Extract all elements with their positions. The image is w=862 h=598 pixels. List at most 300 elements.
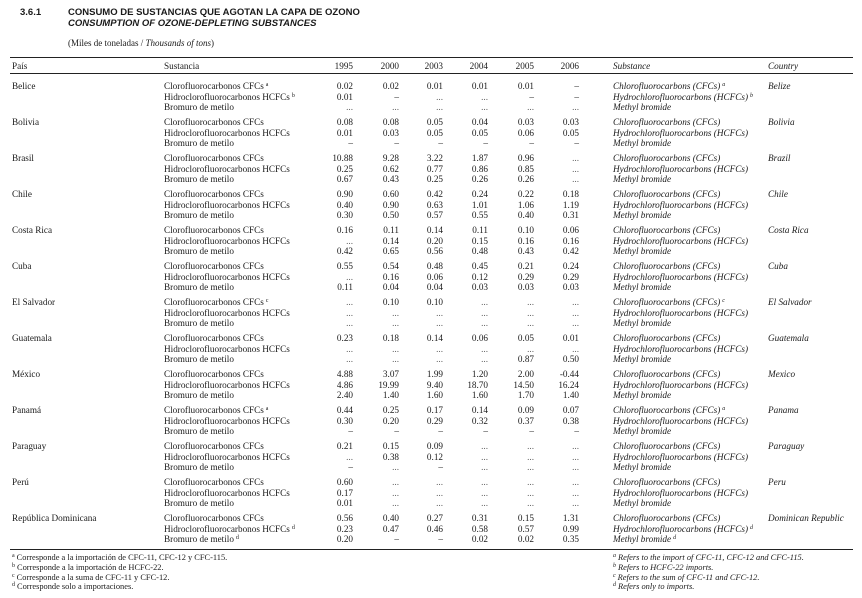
footnote-mark: d (750, 524, 753, 531)
value-cell: 0.40 (382, 513, 399, 523)
value-cell: ... (481, 297, 488, 307)
col-header-year: 2003 (424, 61, 443, 71)
value-cell: 0.22 (517, 189, 534, 199)
table-row (0, 390, 862, 401)
substance-es: Clorofluorocarbonos CFCs $^c$ (164, 297, 269, 307)
substance-en: Methyl bromide (613, 318, 672, 328)
substance-es: Clorofluorocarbonos CFCs (164, 117, 264, 127)
country-name-es: Perú (12, 477, 29, 487)
substance-en: Chlorofluorocarbons (CFCs) (613, 225, 721, 235)
country-group (0, 81, 862, 114)
value-cell: 0.03 (471, 282, 488, 292)
table-row (0, 344, 862, 355)
units-es: (Miles de toneladas / (68, 38, 146, 48)
country-name-en: Mexico (768, 369, 796, 379)
country-group (0, 117, 862, 150)
value-cell: 16.24 (558, 379, 579, 390)
substance-en: Hydrochlorofluorocarbons (HCFCs) (613, 199, 748, 210)
value-cell: ... (527, 487, 534, 498)
value-cell: ... (392, 487, 399, 498)
footnote-mark: b (750, 92, 753, 99)
footnote (12, 573, 227, 583)
value-cell: 3.22 (426, 153, 443, 163)
table-row (0, 524, 862, 535)
value-cell: 0.99 (562, 523, 579, 534)
value-cell: – (394, 91, 399, 102)
substance-es: Hidroclorofluorocarbonos HCFCs (164, 487, 290, 498)
col-header-year: 2006 (560, 61, 579, 71)
value-cell: ... (481, 318, 488, 328)
value-cell: 0.62 (382, 163, 399, 174)
value-cell: 1.06 (517, 199, 534, 210)
value-cell: 0.29 (517, 271, 534, 282)
table-row (0, 426, 862, 437)
value-cell: 0.05 (426, 117, 443, 127)
footnote-mark: d (673, 535, 677, 541)
table-row (0, 210, 862, 221)
substance-es: Clorofluorocarbonos CFCs (164, 189, 264, 199)
substance-en: Methyl bromide (613, 498, 672, 508)
substance-en: Chlorofluorocarbons (CFCs) (613, 369, 721, 379)
country-name-en: Guatemala (768, 333, 809, 343)
value-cell: ... (481, 487, 488, 498)
substance-en: Methyl bromide (613, 282, 672, 292)
table-row (0, 369, 862, 380)
substance-es: Clorofluorocarbonos CFCs (164, 441, 264, 451)
value-cell: 0.25 (382, 405, 399, 415)
col-header-year: 2005 (515, 61, 534, 71)
value-cell: ... (392, 318, 399, 328)
value-cell: 0.29 (426, 415, 443, 426)
value-cell: 0.18 (562, 189, 579, 199)
country-name-es: México (12, 369, 41, 379)
value-cell: 1.99 (426, 369, 443, 379)
substance-en: Methyl bromide (613, 462, 672, 472)
value-cell: 0.45 (471, 261, 488, 271)
value-cell: 0.48 (471, 246, 488, 256)
footnote-text: Refers to HCFC-22 imports. (618, 562, 714, 572)
value-cell: ... (436, 343, 443, 354)
table-row (0, 477, 862, 488)
value-cell: 0.23 (336, 333, 353, 343)
value-cell: ... (436, 498, 443, 508)
table-row (0, 128, 862, 139)
value-cell: ... (392, 354, 399, 364)
value-cell: ... (481, 91, 488, 102)
value-cell: 0.03 (562, 117, 579, 127)
value-cell: 0.02 (336, 81, 353, 91)
footnote (12, 563, 227, 573)
value-cell: ... (436, 477, 443, 487)
value-cell: 0.17 (426, 405, 443, 415)
country-name-es: Guatemala (12, 333, 52, 343)
value-cell: ... (572, 451, 579, 462)
value-cell: 0.38 (562, 415, 579, 426)
value-cell: ... (346, 307, 353, 318)
country-name-es: Bolivia (12, 117, 40, 127)
value-cell: 14.50 (513, 379, 534, 390)
value-cell: ... (572, 163, 579, 174)
substance-en: Chlorofluorocarbons (CFCs) $^c$ (613, 297, 725, 307)
value-cell: 1.01 (471, 199, 488, 210)
footnote-mark: d (291, 524, 295, 531)
value-cell: ... (481, 441, 488, 451)
value-cell: 1.60 (426, 390, 443, 400)
value-cell: 0.21 (336, 441, 353, 451)
footnote (613, 553, 804, 563)
substance-es: Hidroclorofluorocarbonos HCFCs (164, 451, 290, 462)
footnote-mark: a (265, 82, 269, 88)
substance-en: Methyl bromide (613, 102, 672, 112)
value-cell: ... (572, 318, 579, 328)
country-name-en: Peru (768, 477, 786, 487)
value-cell: 0.05 (562, 127, 579, 138)
substance-en: Chlorofluorocarbons (CFCs) $^a$ (613, 81, 726, 91)
value-cell: – (348, 138, 353, 148)
substance-en: Hydrochlorofluorocarbons (HCFCs) (613, 451, 748, 462)
substance-en: Hydrochlorofluorocarbons (HCFCs) (613, 127, 748, 138)
value-cell: 0.50 (562, 354, 579, 364)
footnote-mark: b (291, 92, 295, 99)
footnote-mark: d (235, 535, 239, 541)
substance-en: Hydrochlorofluorocarbons (HCFCs) (613, 307, 748, 318)
value-cell: 0.01 (471, 81, 488, 91)
substance-es: Bromuro de metilo (164, 246, 234, 256)
value-cell: 9.40 (426, 379, 443, 390)
value-cell: 1.19 (562, 199, 579, 210)
value-cell: 0.08 (382, 117, 399, 127)
value-cell: 0.06 (562, 225, 579, 235)
value-cell: 2.40 (336, 390, 353, 400)
value-cell: 0.01 (426, 81, 443, 91)
country-group (0, 405, 862, 438)
country-group (0, 369, 862, 402)
value-cell: 1.20 (471, 369, 488, 379)
substance-es: Clorofluorocarbonos CFCs $^a$ (164, 405, 269, 415)
substance-es: Clorofluorocarbonos CFCs (164, 261, 264, 271)
substance-es: Bromuro de metilo (164, 102, 234, 112)
col-header-sustancia: Sustancia (164, 61, 200, 71)
value-cell: 0.26 (471, 174, 488, 184)
footnote (12, 582, 227, 592)
value-cell: 3.07 (382, 369, 399, 379)
country-group (0, 477, 862, 510)
footnote-mark: a (12, 553, 15, 559)
footnote (12, 553, 227, 563)
value-cell: 0.01 (336, 498, 353, 508)
value-cell: ... (572, 477, 579, 487)
value-cell: 0.09 (426, 441, 443, 451)
substance-en: Chlorofluorocarbons (CFCs) (613, 441, 721, 451)
value-cell: ... (346, 451, 353, 462)
country-group (0, 333, 862, 366)
value-cell: 0.54 (382, 261, 399, 271)
country-group (0, 513, 862, 546)
value-cell: 0.17 (336, 487, 353, 498)
substance-es: Hidroclorofluorocarbonos HCFCs $^d$ (164, 523, 295, 534)
units-close: ) (211, 38, 214, 48)
value-cell: ... (436, 102, 443, 112)
value-cell: ... (481, 462, 488, 472)
footnotes-spanish (12, 553, 227, 592)
value-cell: ... (436, 487, 443, 498)
value-cell: 0.37 (517, 415, 534, 426)
substance-es: Clorofluorocarbonos CFCs $^a$ (164, 81, 269, 91)
value-cell: ... (572, 174, 579, 184)
value-cell: 0.01 (336, 91, 353, 102)
value-cell: 2.00 (517, 369, 534, 379)
footnote-mark: c (12, 572, 15, 579)
country-name-en: Panama (768, 405, 799, 415)
substance-en: Hydrochlorofluorocarbons (HCFCs) $^d$ (613, 523, 753, 534)
value-cell: – (529, 91, 534, 102)
value-cell: 0.56 (426, 246, 443, 256)
table-row (0, 272, 862, 283)
value-cell: – (438, 138, 443, 148)
footnote-text: Corresponde a la suma de CFC-11 y CFC-12. (16, 572, 170, 582)
value-cell: 0.67 (336, 174, 353, 184)
value-cell: 0.87 (517, 354, 534, 364)
value-cell: – (438, 426, 443, 436)
footnote-text: Refers to the import of CFC-11, CFC-12 and CFC-115. (618, 553, 804, 562)
title-spanish: CONSUMO DE SUSTANCIAS QUE AGOTAN LA CAPA DE OZONO (68, 7, 360, 18)
country-group (0, 153, 862, 186)
value-cell: ... (346, 318, 353, 328)
footnote-mark: d (12, 582, 15, 589)
value-cell: – (348, 462, 353, 472)
value-cell: 0.06 (517, 127, 534, 138)
value-cell: – (348, 426, 353, 436)
table-row (0, 416, 862, 427)
value-cell: ... (346, 271, 353, 282)
value-cell: ... (572, 153, 579, 163)
value-cell: 0.63 (426, 199, 443, 210)
value-cell: 0.20 (336, 534, 353, 544)
units-note (68, 38, 214, 48)
value-cell: – (394, 534, 399, 544)
value-cell: ... (481, 102, 488, 112)
value-cell: ... (481, 354, 488, 364)
value-cell: 0.01 (562, 333, 579, 343)
table-row (0, 102, 862, 113)
value-cell: ... (572, 462, 579, 472)
country-name-en: Cuba (768, 261, 788, 271)
table-row (0, 441, 862, 452)
col-header-year: 2000 (380, 61, 399, 71)
value-cell: 0.03 (517, 117, 534, 127)
table-row (0, 189, 862, 200)
substance-es: Hidroclorofluorocarbonos HCFCs (164, 307, 290, 318)
units-en: Thousands of tons (145, 38, 211, 48)
substance-en: Hydrochlorofluorocarbons (HCFCs) (613, 343, 748, 354)
value-cell: 10.88 (332, 153, 353, 163)
footnotes-english (613, 553, 804, 592)
value-cell: 0.57 (517, 523, 534, 534)
substance-en: Chlorofluorocarbons (CFCs) (613, 153, 721, 163)
country-name-en: Costa Rica (768, 225, 809, 235)
country-name-es: Belice (12, 81, 36, 91)
footnote-text: Refers only to imports. (618, 582, 695, 592)
country-group (0, 261, 862, 294)
value-cell: 4.86 (336, 379, 353, 390)
value-cell: 0.14 (471, 405, 488, 415)
substance-es: Clorofluorocarbonos CFCs (164, 477, 264, 487)
footnote (613, 582, 804, 592)
table-top-rule (10, 57, 853, 58)
value-cell: ... (481, 477, 488, 487)
value-cell: ... (346, 354, 353, 364)
footnote-mark: a (722, 406, 726, 412)
value-cell: 19.99 (378, 379, 399, 390)
value-cell: 0.12 (471, 271, 488, 282)
table-row (0, 318, 862, 329)
country-name-es: Brasil (12, 153, 34, 163)
substance-es: Bromuro de metilo (164, 498, 234, 508)
substance-en: Hydrochlorofluorocarbons (HCFCs) (613, 415, 748, 426)
substance-es: Hidroclorofluorocarbonos HCFCs (164, 379, 290, 390)
substance-es: Bromuro de metilo (164, 426, 234, 436)
country-group (0, 225, 862, 258)
value-cell: ... (481, 498, 488, 508)
value-cell: 0.77 (426, 163, 443, 174)
table-row (0, 308, 862, 319)
value-cell: – (574, 138, 579, 148)
footnote-mark: a (722, 82, 726, 88)
table-row (0, 534, 862, 545)
value-cell: 0.14 (426, 333, 443, 343)
value-cell: 0.01 (517, 81, 534, 91)
value-cell: – (574, 91, 579, 102)
substance-es: Hidroclorofluorocarbonos HCFCs (164, 163, 290, 174)
value-cell: – (574, 426, 579, 436)
table-row (0, 333, 862, 344)
table-row (0, 462, 862, 473)
value-cell: 1.40 (382, 390, 399, 400)
value-cell: ... (392, 307, 399, 318)
value-cell: 0.03 (562, 282, 579, 292)
value-cell: 0.14 (382, 235, 399, 246)
substance-es: Bromuro de metilo (164, 390, 234, 400)
table-header (0, 61, 862, 72)
value-cell: 0.90 (336, 189, 353, 199)
country-name-es: El Salvador (12, 297, 56, 307)
table-row (0, 225, 862, 236)
value-cell: 0.85 (517, 163, 534, 174)
value-cell: 0.43 (517, 246, 534, 256)
substance-es: Bromuro de metilo (164, 282, 234, 292)
country-name-en: El Salvador (768, 297, 812, 307)
substance-en: Hydrochlorofluorocarbons (HCFCs) $^b$ (613, 91, 753, 102)
value-cell: ... (346, 235, 353, 246)
substance-es: Bromuro de metilo (164, 462, 234, 472)
value-cell: ... (527, 307, 534, 318)
value-cell: 0.50 (382, 210, 399, 220)
substance-en: Methyl bromide (613, 354, 672, 364)
value-cell: 0.02 (471, 534, 488, 544)
value-cell: 0.44 (336, 405, 353, 415)
footnote-mark: c (613, 572, 616, 579)
footnote-text: Corresponde solo a importaciones. (17, 582, 134, 592)
value-cell: ... (572, 307, 579, 318)
table-row (0, 174, 862, 185)
value-cell: ... (481, 307, 488, 318)
value-cell: 0.14 (426, 225, 443, 235)
substance-es: Clorofluorocarbonos CFCs (164, 333, 264, 343)
value-cell: 0.42 (562, 246, 579, 256)
value-cell: – (394, 426, 399, 436)
table-row (0, 153, 862, 164)
value-cell: ... (572, 297, 579, 307)
table-row (0, 282, 862, 293)
footnote-mark: d (613, 582, 616, 589)
substance-en: Methyl bromide (613, 426, 672, 436)
value-cell: ... (436, 354, 443, 364)
substance-en: Methyl bromide $^d$ (613, 534, 677, 544)
table-row (0, 246, 862, 257)
value-cell: -0.44 (559, 369, 579, 379)
value-cell: 0.38 (382, 451, 399, 462)
value-cell: ... (572, 343, 579, 354)
title-english: CONSUMPTION OF OZONE-DEPLETING SUBSTANCES (68, 18, 317, 29)
country-name-en: Belize (768, 81, 791, 91)
value-cell: 0.11 (472, 225, 488, 235)
value-cell: 0.18 (382, 333, 399, 343)
substance-en: Methyl bromide (613, 138, 672, 148)
table-row (0, 164, 862, 175)
substance-es: Hidroclorofluorocarbonos HCFCs (164, 271, 290, 282)
table-row (0, 488, 862, 499)
footnote (613, 573, 804, 583)
country-name-es: Paraguay (12, 441, 47, 451)
country-name-en: Paraguay (768, 441, 805, 451)
value-cell: 0.16 (382, 271, 399, 282)
value-cell: ... (572, 498, 579, 508)
value-cell: 0.60 (382, 189, 399, 199)
value-cell: ... (527, 441, 534, 451)
substance-es: Clorofluorocarbonos CFCs (164, 513, 264, 523)
table-row (0, 452, 862, 463)
substance-en: Chlorofluorocarbons (CFCs) (613, 477, 721, 487)
country-group (0, 189, 862, 222)
table-row (0, 81, 862, 92)
col-header-substance: Substance (613, 61, 651, 71)
value-cell: 1.40 (562, 390, 579, 400)
footnote-mark: c (722, 298, 725, 304)
value-cell: – (529, 426, 534, 436)
col-header-country: Country (768, 61, 799, 71)
value-cell: 0.06 (426, 271, 443, 282)
substance-en: Methyl bromide (613, 210, 672, 220)
substance-es: Hidroclorofluorocarbonos HCFCs (164, 127, 290, 138)
value-cell: – (438, 534, 443, 544)
value-cell: 4.88 (336, 369, 353, 379)
substance-en: Methyl bromide (613, 174, 672, 184)
value-cell: 0.05 (517, 333, 534, 343)
substance-en: Hydrochlorofluorocarbons (HCFCs) (613, 235, 748, 246)
value-cell: 0.07 (562, 405, 579, 415)
value-cell: 0.12 (426, 451, 443, 462)
value-cell: – (483, 138, 488, 148)
value-cell: 1.87 (471, 153, 488, 163)
value-cell: 0.15 (471, 235, 488, 246)
substance-en: Chlorofluorocarbons (CFCs) (613, 189, 721, 199)
substance-es: Clorofluorocarbonos CFCs (164, 225, 264, 235)
value-cell: ... (527, 498, 534, 508)
value-cell: 1.70 (517, 390, 534, 400)
value-cell: ... (346, 297, 353, 307)
value-cell: – (438, 462, 443, 472)
substance-en: Hydrochlorofluorocarbons (HCFCs) (613, 271, 748, 282)
